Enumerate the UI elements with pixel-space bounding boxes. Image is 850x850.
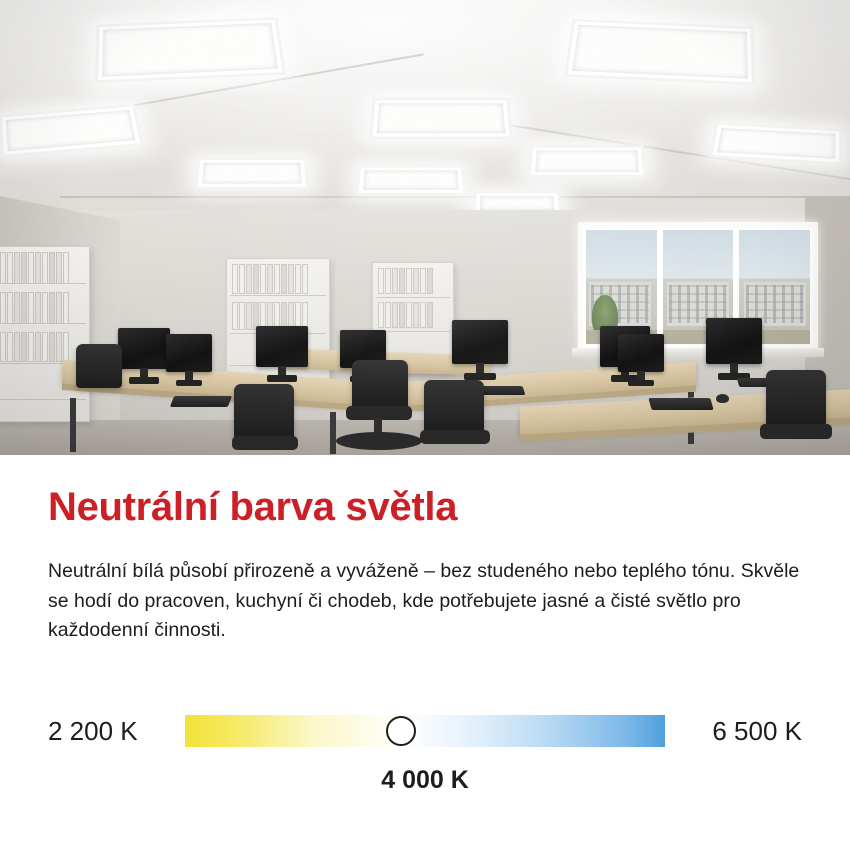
led-ceiling-panel — [709, 123, 842, 165]
office-chair — [234, 384, 294, 440]
color-temperature-scale — [48, 710, 802, 810]
description-text: Neutrální bílá působí přirozeně a vyváženě – bez studeného nebo teplého tónu. Skvěle se hodí do pracoven, kuchyní či chodeb, kde potřebujete jasné a čisté světlo pro každodenní činnosti. — [48, 560, 800, 642]
mouse — [716, 394, 729, 403]
monitor — [118, 328, 170, 384]
office-chair — [424, 380, 484, 434]
cct-min-label: 2 200 K — [48, 715, 138, 746]
monitor — [618, 334, 664, 386]
binder-row — [0, 292, 84, 324]
desk-leg — [70, 398, 76, 452]
led-ceiling-panel — [95, 17, 286, 83]
chair-seat — [760, 424, 832, 439]
cct-slider-knob[interactable] — [386, 716, 416, 746]
binder-row — [232, 264, 324, 294]
binder-row — [0, 252, 84, 284]
desk-leg — [330, 412, 336, 454]
chair-base — [336, 432, 422, 450]
keyboard — [648, 398, 713, 410]
cct-max-label: 6 500 K — [712, 715, 802, 746]
led-ceiling-panel — [564, 19, 755, 85]
led-ceiling-panel — [528, 145, 647, 177]
monitor — [452, 320, 508, 380]
binder-row — [378, 302, 448, 328]
monitor — [706, 318, 762, 380]
monitor — [256, 326, 308, 382]
led-ceiling-panel — [195, 158, 310, 189]
monitor — [166, 334, 212, 386]
led-ceiling-panel — [356, 165, 466, 195]
office-chair — [766, 370, 826, 428]
chair-seat — [232, 436, 298, 450]
binder-row — [378, 268, 448, 294]
office-chair — [352, 360, 408, 410]
binder-row — [0, 332, 84, 362]
ceiling-seam — [60, 196, 820, 198]
cct-slider-row — [48, 710, 802, 752]
led-ceiling-panel — [369, 98, 513, 139]
cct-gradient-bar[interactable] — [185, 715, 665, 747]
keyboard — [170, 396, 232, 407]
cct-current-value: 4 000 K — [381, 766, 469, 794]
office-chair — [76, 344, 122, 388]
chair-seat — [420, 430, 490, 444]
content-area — [0, 455, 850, 850]
page-title: Neutrální barva světla — [48, 485, 458, 529]
